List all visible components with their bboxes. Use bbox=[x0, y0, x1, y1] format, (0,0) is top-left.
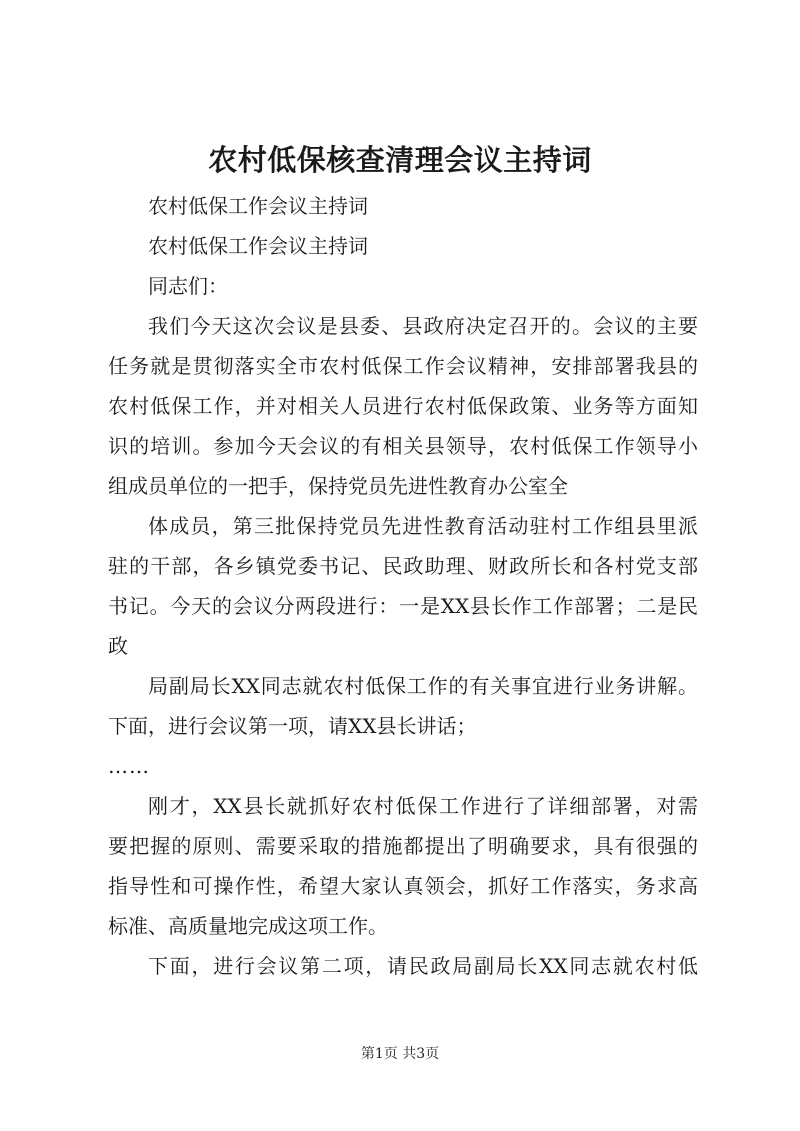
text-line: 同志们： bbox=[148, 274, 228, 298]
text-line: 下面，进行会议第二项，请民政局副局长XX同志就农村低 bbox=[148, 954, 698, 978]
text-line: 刚才，XX县长就抓好农村低保工作进行了详细部署，对需 bbox=[148, 794, 698, 818]
text-line: 农村低保工作会议主持词 bbox=[148, 194, 368, 218]
text-line: 识的培训。参加今天会议的有相关县领导，农村低保工作领导小 bbox=[108, 434, 698, 458]
text-line: 指导性和可操作性，希望大家认真领会，抓好工作落实，务求高 bbox=[108, 874, 698, 898]
text-line: 书记。今天的会议分两段进行：一是XX县长作工作部署；二是民 bbox=[108, 594, 698, 618]
text-line: 农村低保工作，并对相关人员进行农村低保政策、业务等方面知 bbox=[108, 394, 698, 418]
text-line: 政 bbox=[108, 634, 128, 658]
text-line: 标准、高质量地完成这项工作。 bbox=[108, 914, 388, 938]
text-line: 体成员，第三批保持党员先进性教育活动驻村工作组县里派 bbox=[148, 514, 698, 538]
document-title: 农村低保核查清理会议主持词 bbox=[208, 143, 592, 177]
text-line: 组成员单位的一把手，保持党员先进性教育办公室全 bbox=[108, 474, 568, 498]
text-line: 我们今天这次会议是县委、县政府决定召开的。会议的主要 bbox=[148, 314, 698, 338]
document-body bbox=[108, 186, 698, 986]
text-line: 要把握的原则、需要采取的措施都提出了明确要求，具有很强的 bbox=[108, 834, 698, 858]
page-footer: 第1页 共3页 bbox=[360, 1046, 440, 1062]
text-line: 局副局长XX同志就农村低保工作的有关事宜进行业务讲解。 bbox=[148, 674, 698, 698]
text-line: 任务就是贯彻落实全市农村低保工作会议精神，安排部署我县的 bbox=[108, 354, 698, 378]
text-line: 农村低保工作会议主持词 bbox=[148, 234, 368, 258]
ellipsis-line: …… bbox=[108, 754, 150, 778]
text-line: 下面，进行会议第一项，请XX县长讲话； bbox=[108, 714, 477, 738]
text-line: 驻的干部，各乡镇党委书记、民政助理、财政所长和各村党支部 bbox=[108, 554, 698, 578]
